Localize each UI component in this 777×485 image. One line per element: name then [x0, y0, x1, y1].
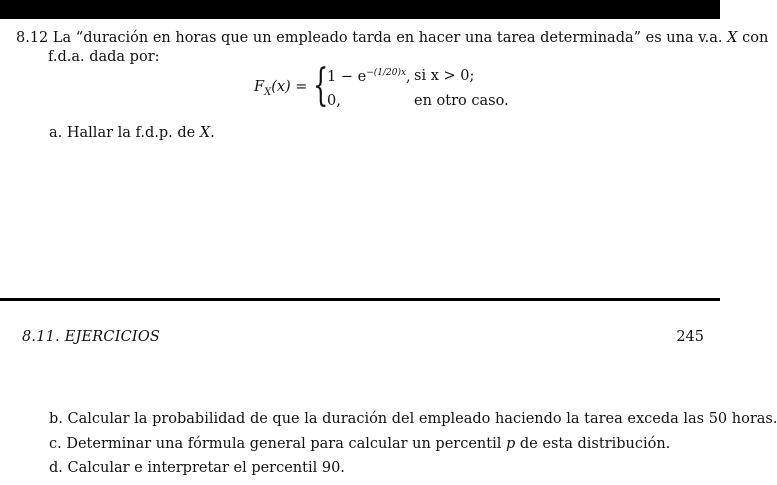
statement-text-end: con	[737, 30, 769, 46]
item-b: b. Calcular la probabilidad de que la duración del empleado haciendo la tarea exceda las 50 horas.	[49, 411, 777, 427]
statement-text: La “duración en horas que un empleado tarda en hacer una tarea determinada” es una v.a.	[52, 30, 728, 46]
item-d: d. Calcular e interpretar el percentil 90.	[49, 460, 345, 476]
formula-lhs: $F_X(x)$ =	[254, 79, 308, 98]
page-number: 245	[676, 329, 704, 345]
formula-case-2: 0,	[327, 93, 341, 109]
top-page-edge	[0, 0, 720, 19]
formula-case-1: $1 - e^{-(1/20)x}$,	[327, 68, 411, 85]
statement-variable: X	[727, 30, 738, 46]
cdf-formula	[254, 60, 514, 114]
formula-condition-1: si x > 0;	[414, 68, 475, 84]
exercise-number: 8.12	[16, 30, 49, 46]
exercise-statement-line2: f.d.a. dada por:	[48, 49, 160, 65]
exercise-statement-line1	[16, 29, 768, 47]
item-a: a. Hallar la f.d.p. de X.	[49, 125, 215, 141]
item-c: c. Determinar una fórmula general para calcular un percentil p de esta distribución.	[49, 436, 671, 452]
brace-icon: {	[313, 60, 329, 111]
item-b-label: b.	[49, 411, 63, 427]
formula-condition-2: en otro caso.	[414, 93, 509, 109]
page-divider	[0, 298, 720, 301]
item-a-label: a.	[49, 125, 63, 141]
running-header-section: 8.11. EJERCICIOS	[22, 329, 161, 345]
item-c-label: c.	[49, 436, 62, 452]
item-d-label: d.	[49, 460, 63, 476]
